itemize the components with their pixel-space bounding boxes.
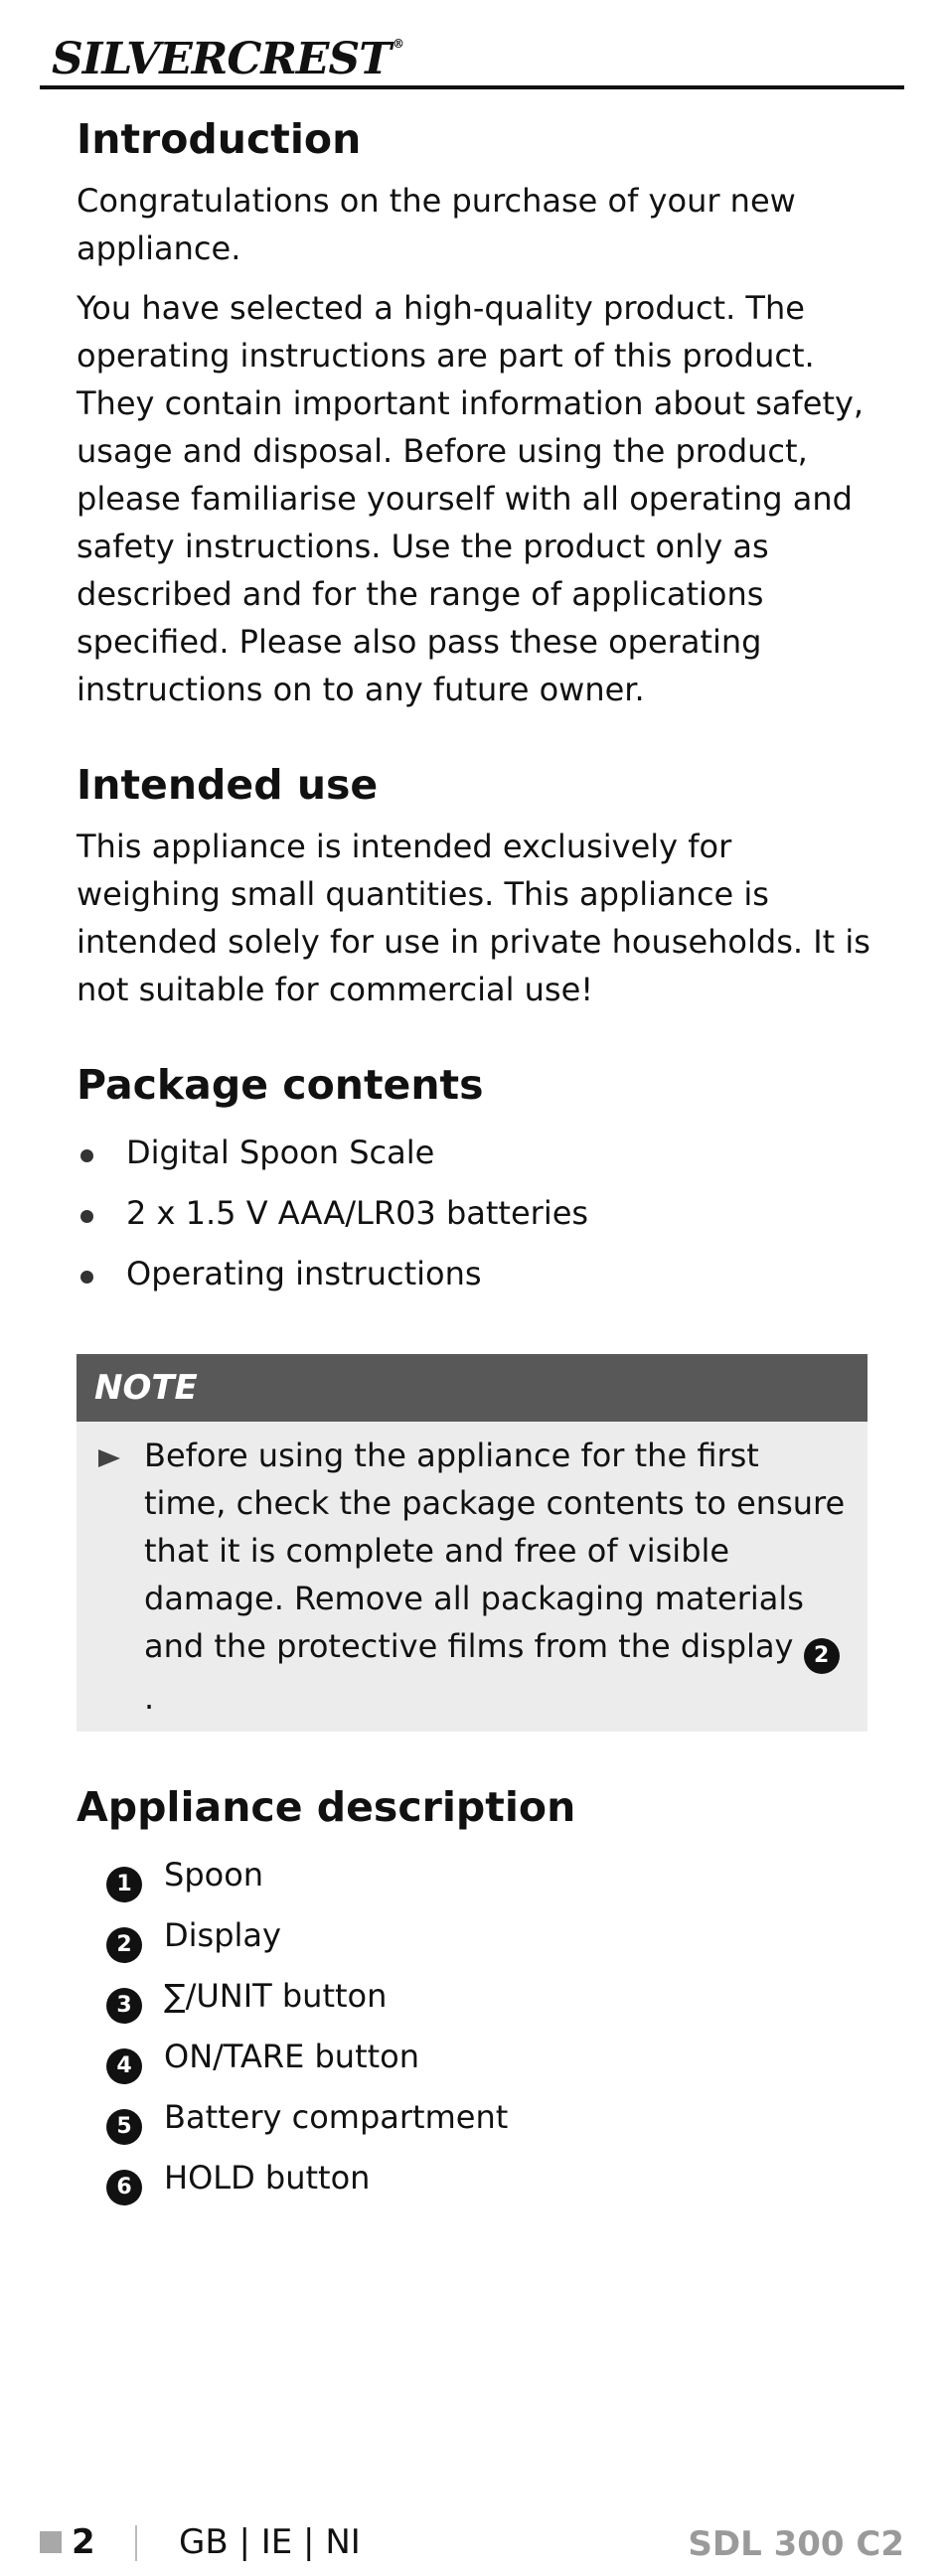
model-number: SDL 300 C2 — [688, 2524, 904, 2564]
part-label: HOLD button — [164, 2159, 371, 2197]
list-item — [77, 1123, 871, 1183]
list-item — [77, 1845, 871, 1905]
number-2-icon: 2 — [106, 1927, 142, 1963]
part-label: Display — [164, 1916, 281, 1954]
list-item — [77, 1905, 871, 1966]
number-4-icon: 4 — [106, 2048, 142, 2084]
intended-use-text: This appliance is intended exclusively for weighing small quantities. This appliance is intended solely for use in private households. It is not suitable for commercial use! — [77, 828, 870, 1008]
part-label: ON/TARE button — [164, 2038, 420, 2075]
list-item — [77, 2027, 871, 2087]
bullet-icon — [80, 1210, 93, 1223]
intended-use-section — [77, 757, 871, 1013]
parts-list — [77, 1845, 871, 2208]
note-text — [144, 1432, 848, 1722]
country-codes: GB | IE | NI — [179, 2522, 361, 2562]
list-item — [77, 2087, 871, 2148]
intended-use-heading: Intended use — [77, 761, 379, 809]
number-3-icon: 3 — [106, 1988, 142, 2024]
arrow-right-icon — [98, 1449, 120, 1467]
footer-divider — [135, 2525, 137, 2561]
number-6-icon: 6 — [106, 2170, 142, 2205]
introduction-paragraph-1: Congratulations on the purchase of your new appliance. — [77, 182, 796, 267]
note-body — [77, 1422, 867, 1732]
package-contents-list — [77, 1123, 871, 1304]
introduction-section — [77, 111, 871, 713]
registered-mark: ® — [392, 37, 403, 51]
note-text-main: Before using the appliance for the first time, check the package contents to ensure that it is complete and free of visible damage. Remove all packaging materials and the protective films from the display — [144, 1437, 846, 1665]
page-marker-icon — [40, 2531, 62, 2553]
list-item — [77, 2148, 871, 2208]
page-number: 2 — [72, 2522, 95, 2562]
package-contents-section — [77, 1057, 871, 1304]
brand-logo — [52, 14, 403, 89]
introduction-paragraph-2: You have selected a high-quality product. The operating instructions are part of this product. They contain important information about safety, usage and disposal. Before using the product, please familiarise yourself with all operating and safety instructions. Use the product only as described and for the range of applications specified. Please also pass these operating instructions on to any future owner. — [77, 289, 865, 708]
part-label: Battery compartment — [164, 2098, 509, 2136]
part-label: Spoon — [164, 1856, 264, 1894]
appliance-description-section — [77, 1779, 871, 2208]
list-item-label: 2 x 1.5 V AAA/LR03 batteries — [126, 1194, 589, 1232]
main-content — [77, 111, 871, 2208]
list-item — [77, 1183, 871, 1244]
part-label: ∑/UNIT button — [164, 1977, 388, 2015]
list-item — [77, 1244, 871, 1304]
number-5-icon: 5 — [106, 2109, 142, 2145]
list-item-label: Digital Spoon Scale — [126, 1134, 435, 1171]
brand-name: SILVERCREST — [52, 34, 391, 84]
bullet-icon — [80, 1271, 93, 1284]
introduction-heading: Introduction — [77, 115, 362, 163]
page-footer — [40, 2519, 904, 2569]
note-label: NOTE — [77, 1354, 867, 1422]
note-box — [77, 1354, 867, 1732]
list-item-label: Operating instructions — [126, 1255, 482, 1292]
list-item — [77, 1966, 871, 2027]
bullet-icon — [80, 1149, 93, 1162]
package-contents-heading: Package contents — [77, 1061, 484, 1109]
number-2-icon: 2 — [804, 1638, 840, 1674]
number-1-icon: 1 — [106, 1867, 142, 1902]
page-header — [40, 0, 904, 89]
appliance-description-heading: Appliance description — [77, 1783, 576, 1831]
note-text-end: . — [144, 1679, 155, 1717]
